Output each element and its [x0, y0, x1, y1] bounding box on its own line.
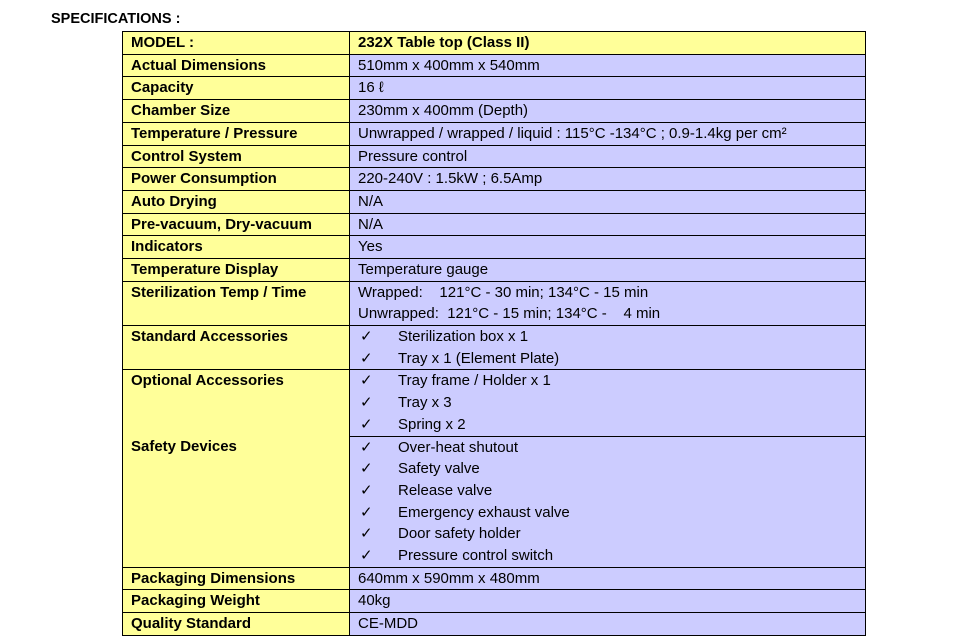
spec-row-model [123, 32, 866, 55]
spec-row-quality-standard [123, 613, 866, 636]
spec-label: Standard Accessories [123, 326, 350, 370]
spec-label: Sterilization Temp / Time [123, 281, 350, 325]
checkmark-icon: ✓ [360, 460, 373, 478]
spec-label: Power Consumption [123, 168, 350, 191]
checkmark-icon: ✓ [360, 394, 373, 412]
spec-row-standard-accessories [123, 326, 866, 370]
spec-row-capacity [123, 77, 866, 100]
checklist-item [358, 326, 865, 348]
spec-label: Auto Drying [123, 190, 350, 213]
spec-value: 16 ℓ [350, 77, 866, 100]
checkmark-icon: ✓ [360, 415, 373, 433]
spec-label: Temperature Display [123, 259, 350, 282]
checklist-item-text: Emergency exhaust valve [398, 503, 570, 521]
spec-label: Packaging Weight [123, 590, 350, 613]
specifications-table-body [123, 32, 866, 636]
checklist-item-text: Door safety holder [398, 525, 521, 543]
spec-label: Indicators [123, 236, 350, 259]
checklist-item [358, 414, 865, 436]
checkmark-icon: ✓ [360, 438, 373, 456]
spec-value: Pressure control [350, 145, 866, 168]
spec-row-auto-drying [123, 190, 866, 213]
checklist-item [358, 458, 865, 480]
spec-value: N/A [350, 190, 866, 213]
spec-row-temperature-pressure [123, 122, 866, 145]
spec-row-sterilization-temp-time [123, 281, 866, 325]
spec-value-line: Wrapped: 121°C - 30 min; 134°C - 15 min [358, 283, 649, 301]
spec-label: MODEL : [123, 32, 350, 55]
spec-value [350, 281, 866, 325]
checklist-item [358, 480, 865, 502]
spec-label: Control System [123, 145, 350, 168]
specifications-heading: SPECIFICATIONS : [51, 11, 181, 27]
spec-label: Chamber Size [123, 100, 350, 123]
spec-row-indicators [123, 236, 866, 259]
spec-value: 220-240V : 1.5kW ; 6.5Amp [350, 168, 866, 191]
spec-row-control-system [123, 145, 866, 168]
checklist-item-text: Spring x 2 [398, 415, 466, 433]
spec-value [350, 326, 866, 370]
checklist-item [358, 392, 865, 414]
spec-value: 40kg [350, 590, 866, 613]
checklist-item-text: Safety valve [398, 460, 480, 478]
checklist-item-text: Sterilization box x 1 [398, 328, 529, 346]
checklist-item [358, 502, 865, 524]
checkmark-icon: ✓ [360, 328, 373, 346]
spec-value: Yes [350, 236, 866, 259]
spec-label: Quality Standard [123, 613, 350, 636]
spec-row-actual-dimensions [123, 54, 866, 77]
checklist-item [358, 545, 865, 567]
spec-label: Pre-vacuum, Dry-vacuum [123, 213, 350, 236]
checklist-item [358, 437, 865, 459]
spec-label: Packaging Dimensions [123, 567, 350, 590]
checklist-item [358, 348, 865, 370]
spec-label: Optional Accessories [123, 370, 350, 436]
spec-value: CE-MDD [350, 613, 866, 636]
checklist-item-text: Tray x 3 [398, 394, 452, 412]
spec-label: Actual Dimensions [123, 54, 350, 77]
spec-value: 640mm x 590mm x 480mm [350, 567, 866, 590]
specifications-table [122, 31, 866, 636]
spec-label: Capacity [123, 77, 350, 100]
spec-value [350, 370, 866, 436]
checklist-item-text: Tray x 1 (Element Plate) [398, 349, 560, 367]
checklist-item-text: Over-heat shutout [398, 438, 519, 456]
spec-row-power-consumption [123, 168, 866, 191]
checkmark-icon: ✓ [360, 503, 373, 521]
checkmark-icon: ✓ [360, 349, 373, 367]
spec-value: 510mm x 400mm x 540mm [350, 54, 866, 77]
spec-label: Temperature / Pressure [123, 122, 350, 145]
spec-value: 230mm x 400mm (Depth) [350, 100, 866, 123]
spec-row-safety-devices [123, 436, 866, 567]
checklist-item-text: Tray frame / Holder x 1 [398, 372, 551, 390]
checkmark-icon: ✓ [360, 525, 373, 543]
checklist-item-text: Pressure control switch [398, 546, 554, 564]
spec-row-chamber-size [123, 100, 866, 123]
spec-row-packaging-dimensions [123, 567, 866, 590]
spec-row-optional-accessories [123, 370, 866, 436]
spec-row-pre-vacuum-dry-vacuum [123, 213, 866, 236]
spec-row-temperature-display [123, 259, 866, 282]
spec-row-packaging-weight [123, 590, 866, 613]
checklist-item-text: Release valve [398, 481, 493, 499]
checklist-item [358, 370, 865, 392]
checklist-item [358, 523, 865, 545]
spec-value [350, 436, 866, 567]
checkmark-icon: ✓ [360, 372, 373, 390]
spec-value: N/A [350, 213, 866, 236]
spec-value: Temperature gauge [350, 259, 866, 282]
spec-value: 232X Table top (Class II) [350, 32, 866, 55]
checkmark-icon: ✓ [360, 546, 373, 564]
spec-label: Safety Devices [123, 436, 350, 567]
spec-value-line: Unwrapped: 121°C - 15 min; 134°C - 4 min [358, 305, 661, 323]
spec-value: Unwrapped / wrapped / liquid : 115°C -134°C ; 0.9-1.4kg per cm² [350, 122, 866, 145]
checkmark-icon: ✓ [360, 481, 373, 499]
